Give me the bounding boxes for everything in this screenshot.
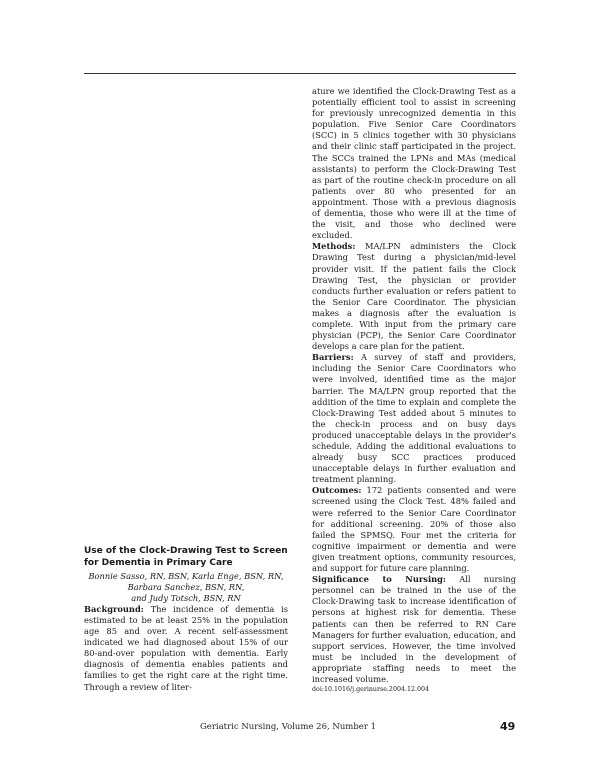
title-line-2: for Dementia in Primary Care xyxy=(84,557,233,568)
header-rule xyxy=(84,73,516,74)
author-line-1: Bonnie Sasso, RN, BSN, Karla Enge, BSN, RN, xyxy=(88,570,284,581)
page-number: 49 xyxy=(500,720,516,733)
methods-text: MA/LPN administers the Clock Drawing Test during a physician/mid-level provider visit. If the patient fails the Clock Drawing Test, the physician or provider conducts further evaluation or refers patient to the Senior Care Coordinator. The physician makes a diagnosis after the evaluation is complete. With input from the primary care physician (PCP), the Senior Care Coordinator develops a care plan for the patient. xyxy=(312,241,517,352)
outcomes-text: 172 patients consented and were screened using the Clock Test. 48% failed and were referred to the Senior Care Coordinator for additional screening. 20% of those also failed the SPMSQ. Four met the criteria for cognitive impairment or dementia and were given treatment options, community resources, and support for future care planning. xyxy=(312,485,516,574)
right-column xyxy=(312,86,516,694)
barriers-label: Barriers: xyxy=(312,352,354,363)
article-title xyxy=(84,546,288,570)
background-continued: ature we identified the Clock-Drawing Test as a potentially efficient tool to assist in screening for previously unrecognized dementia in this population. Five Senior Care Coordinators (SCC) in 5 clinics together with 30 physicians and their clinic staff participated in the project. The SCCs trained the LPNs and MAs (medical assistants) to perform the Clock-Drawing Test as part of the routine check-in procedure on all patients over 80 who presented for an appointment. Those with a previous diagnosis of dementia, those who were ill at the time of the visit, and those who declined were excluded. xyxy=(312,86,516,241)
background-paragraph xyxy=(84,604,288,693)
barriers-text: A survey of staff and providers, including the Senior Care Coordinators who were involved, identified time as the major barrier. The MA/LPN group reported that the addition of the time to explain and complete the Clock-Drawing Test added about 5 minutes to the check-in process and on busy days produced unacceptable delays in the provider's schedule. Adding the additional evaluations to already busy SCC practices produced unacceptable delays in further evaluation and treatment planning. xyxy=(312,352,516,485)
left-column xyxy=(84,546,288,693)
significance-text: All nursing personnel can be trained in the use of the Clock-Drawing task to increase identification of persons at highest risk for dementia. These patients can then be referred to RN Care Managers for further evaluation, education, and support services. However, the time involved must be included in the development of appropriate staffing needs to meet the increased volume. xyxy=(312,574,517,684)
outcomes-label: Outcomes: xyxy=(312,485,362,496)
author-line-3: and Judy Totsch, BSN, RN xyxy=(131,592,241,603)
doi-link[interactable]: doi:10.1016/j.gerinurse.2004.12.004 xyxy=(312,686,429,694)
journal-footer: Geriatric Nursing, Volume 26, Number 1 xyxy=(200,722,377,732)
title-line-1: Use of the Clock-Drawing Test to Screen xyxy=(84,546,288,556)
significance-paragraph xyxy=(312,574,516,685)
background-label: Background: xyxy=(84,603,144,614)
methods-label: Methods: xyxy=(312,241,356,252)
author-list xyxy=(84,571,288,604)
barriers-paragraph xyxy=(312,352,516,485)
background-text-part1: The incidence of dementia is estimated to be at least 25% in the population age 85 and over. A recent self-assessment indicated we had diagnosed about 15% of our 80-and-over population with dementia. Early diagnosis of dementia enables patients and families to get the right care at the right time. Through a review of liter- xyxy=(84,603,289,692)
methods-paragraph xyxy=(312,241,516,352)
significance-label: Significance to Nursing: xyxy=(312,574,446,585)
author-line-2: Barbara Sanchez, BSN, RN, xyxy=(127,581,245,592)
outcomes-paragraph xyxy=(312,485,516,574)
